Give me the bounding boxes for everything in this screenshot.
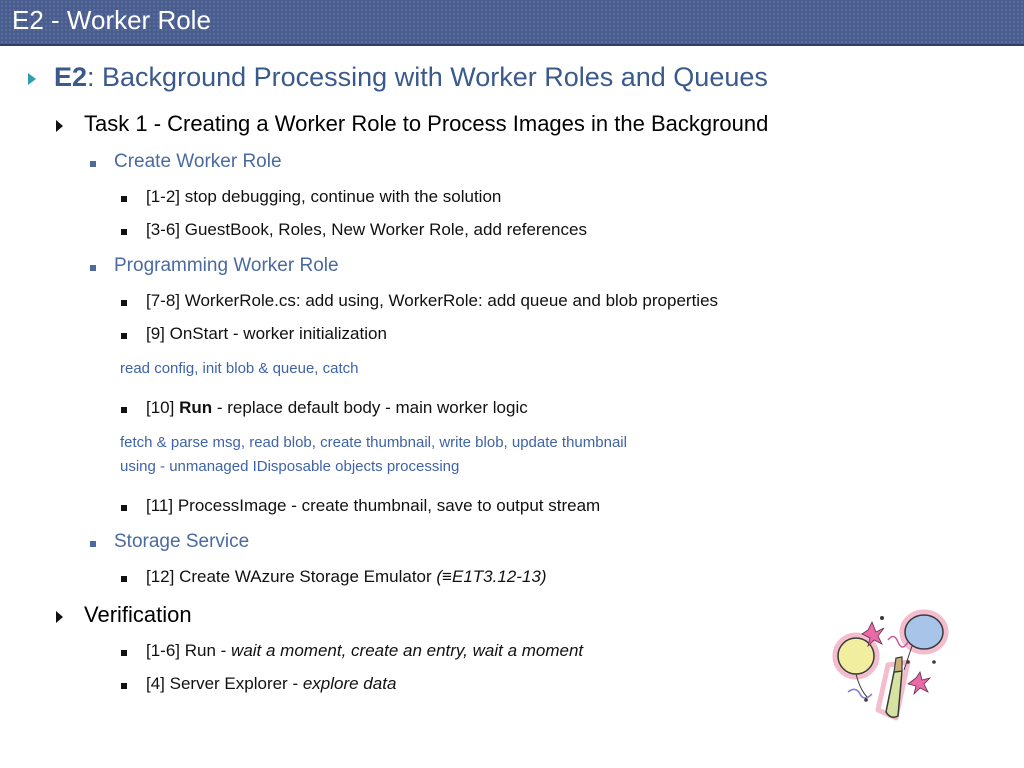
square-bullet-icon (121, 505, 127, 511)
run-rest: - replace default body - main worker logic (212, 398, 528, 417)
list-item: [3-6] GuestBook, Roles, New Worker Role, add references (146, 220, 587, 239)
arrow-bullet-icon (56, 611, 63, 623)
task1-label: Task 1 - Creating a Worker Role to Process Images in the Background (84, 111, 769, 136)
section-create-worker-role: Create Worker Role (114, 151, 282, 172)
verification-label: Verification (84, 602, 192, 627)
heading-rest: : Background Processing with Worker Roles and Queues (87, 62, 768, 92)
title-bar (0, 0, 1024, 46)
square-bullet-icon (90, 541, 96, 547)
note-text: read config, init blob & queue, catch (120, 360, 359, 377)
square-bullet-icon (121, 333, 127, 339)
list-item: [11] ProcessImage - create thumbnail, save to output stream (146, 496, 601, 515)
run-bold: Run (179, 398, 213, 417)
storage-item-text: [12] Create WAzure Storage Emulator (146, 567, 437, 586)
storage-item-ref: (≡E1T3.12-13) (436, 567, 547, 586)
main-heading (54, 62, 768, 93)
square-bullet-icon (90, 161, 96, 167)
section-programming-worker-role: Programming Worker Role (114, 255, 339, 276)
run-prefix: [10] (146, 398, 180, 417)
list-item-run (146, 398, 528, 418)
square-bullet-icon (121, 196, 127, 202)
verification-item-text: [1-6] Run - (146, 641, 232, 660)
verification-item-text: [4] Server Explorer - (146, 674, 303, 693)
section-storage-service: Storage Service (114, 531, 250, 552)
square-bullet-icon (121, 407, 127, 413)
note-line: using - unmanaged IDisposable objects processing (120, 458, 460, 475)
square-bullet-icon (121, 683, 127, 689)
list-item: [1-2] stop debugging, continue with the solution (146, 187, 502, 206)
verification-item-italic: explore data (302, 674, 397, 693)
list-item: [9] OnStart - worker initialization (146, 324, 387, 343)
champagne-balloons-clipart (828, 600, 958, 730)
square-bullet-icon (90, 265, 96, 271)
square-bullet-icon (121, 300, 127, 306)
square-bullet-icon (121, 576, 127, 582)
arrow-bullet-icon (56, 120, 63, 132)
heading-prefix: E2 (54, 62, 88, 92)
note-line: fetch & parse msg, read blob, create thumbnail, write blob, update thumbnail (120, 434, 627, 451)
square-bullet-icon (121, 229, 127, 235)
square-bullet-icon (121, 650, 127, 656)
list-item: [7-8] WorkerRole.cs: add using, WorkerRole: add queue and blob properties (146, 291, 719, 310)
list-item (146, 567, 546, 587)
verification-item-italic: wait a moment, create an entry, wait a moment (231, 641, 584, 660)
note-block (120, 431, 627, 479)
arrow-bullet-icon (28, 73, 36, 85)
slide-title: E2 - Worker Role (12, 5, 211, 35)
list-item (146, 641, 583, 661)
list-item (146, 674, 396, 694)
